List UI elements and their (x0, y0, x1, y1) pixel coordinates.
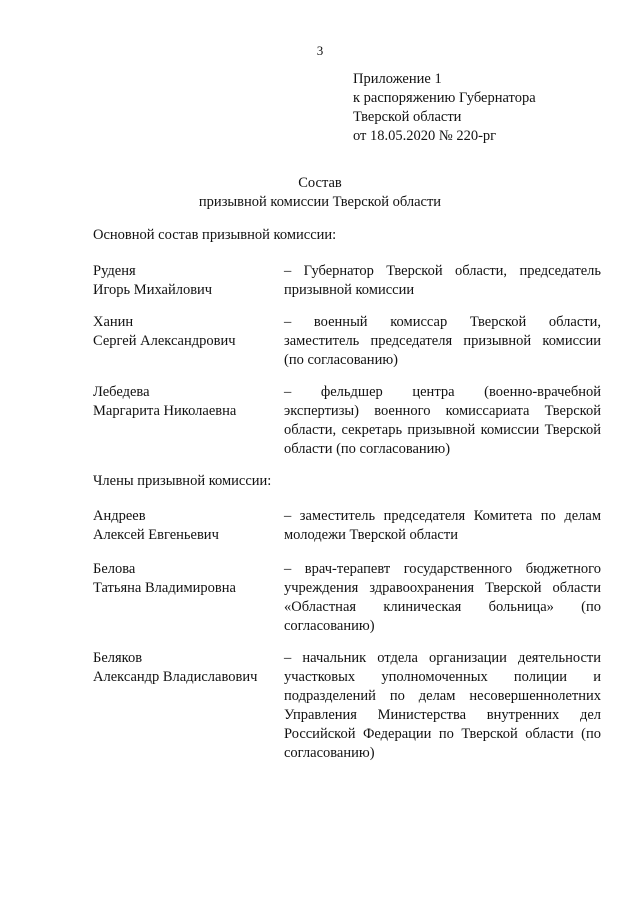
member-role: – врач-терапевт государственного бюджетного учреждения здравоохранения Тверской области «Областная клиническая больница» (по согласованию) (284, 561, 601, 634)
member-surname: Андреев (93, 508, 146, 524)
member-name (93, 313, 273, 351)
appendix-line: от 18.05.2020 № 220-рг (353, 128, 497, 144)
member-role: – Губернатор Тверской области, председатель призывной комиссии (284, 263, 601, 298)
member-surname: Руденя (93, 263, 136, 279)
member-role: – фельдшер центра (военно-врачебной экспертизы) военного комиссариата Тверской области, секретарь призывной комиссии Тверской области (по согласованию) (284, 384, 601, 457)
member-surname: Лебедева (93, 384, 150, 400)
member-name (93, 507, 273, 545)
member-name (93, 383, 273, 421)
member-given-name: Александр Владиславович (93, 669, 258, 685)
document-title (0, 174, 640, 212)
member-name (93, 649, 273, 687)
main-composition-heading: Основной состав призывной комиссии: (93, 227, 337, 243)
page-number: 3 (316, 43, 324, 58)
member-surname: Ханин (93, 314, 134, 330)
member-given-name: Татьяна Владимировна (93, 580, 236, 596)
member-name (93, 262, 273, 300)
appendix-line: Тверской области (353, 109, 462, 125)
member-surname: Беляков (93, 650, 143, 666)
member-given-name: Маргарита Николаевна (93, 403, 237, 419)
member-role: – военный комиссар Тверской области, заместитель председателя призывной комиссии (по согласованию) (284, 314, 601, 368)
member-given-name: Алексей Евгеньевич (93, 527, 219, 543)
appendix-header (353, 70, 536, 146)
member-name (93, 560, 273, 598)
title-line: Состав (298, 175, 342, 191)
member-role: – начальник отдела организации деятельности участковых уполномоченных полиции и подразделений по делам несовершеннолетних Управления Министерства внутренних дел Российской Федерации по Тверской области (по согласованию) (284, 650, 601, 761)
appendix-line: к распоряжению Губернатора (353, 90, 536, 106)
member-given-name: Сергей Александрович (93, 333, 236, 349)
member-given-name: Игорь Михайлович (93, 282, 213, 298)
members-heading: Члены призывной комиссии: (93, 473, 272, 489)
member-role: – заместитель председателя Комитета по делам молодежи Тверской области (284, 508, 601, 543)
member-surname: Белова (93, 561, 136, 577)
appendix-line: Приложение 1 (353, 71, 442, 87)
title-line: призывной комиссии Тверской области (198, 194, 442, 210)
